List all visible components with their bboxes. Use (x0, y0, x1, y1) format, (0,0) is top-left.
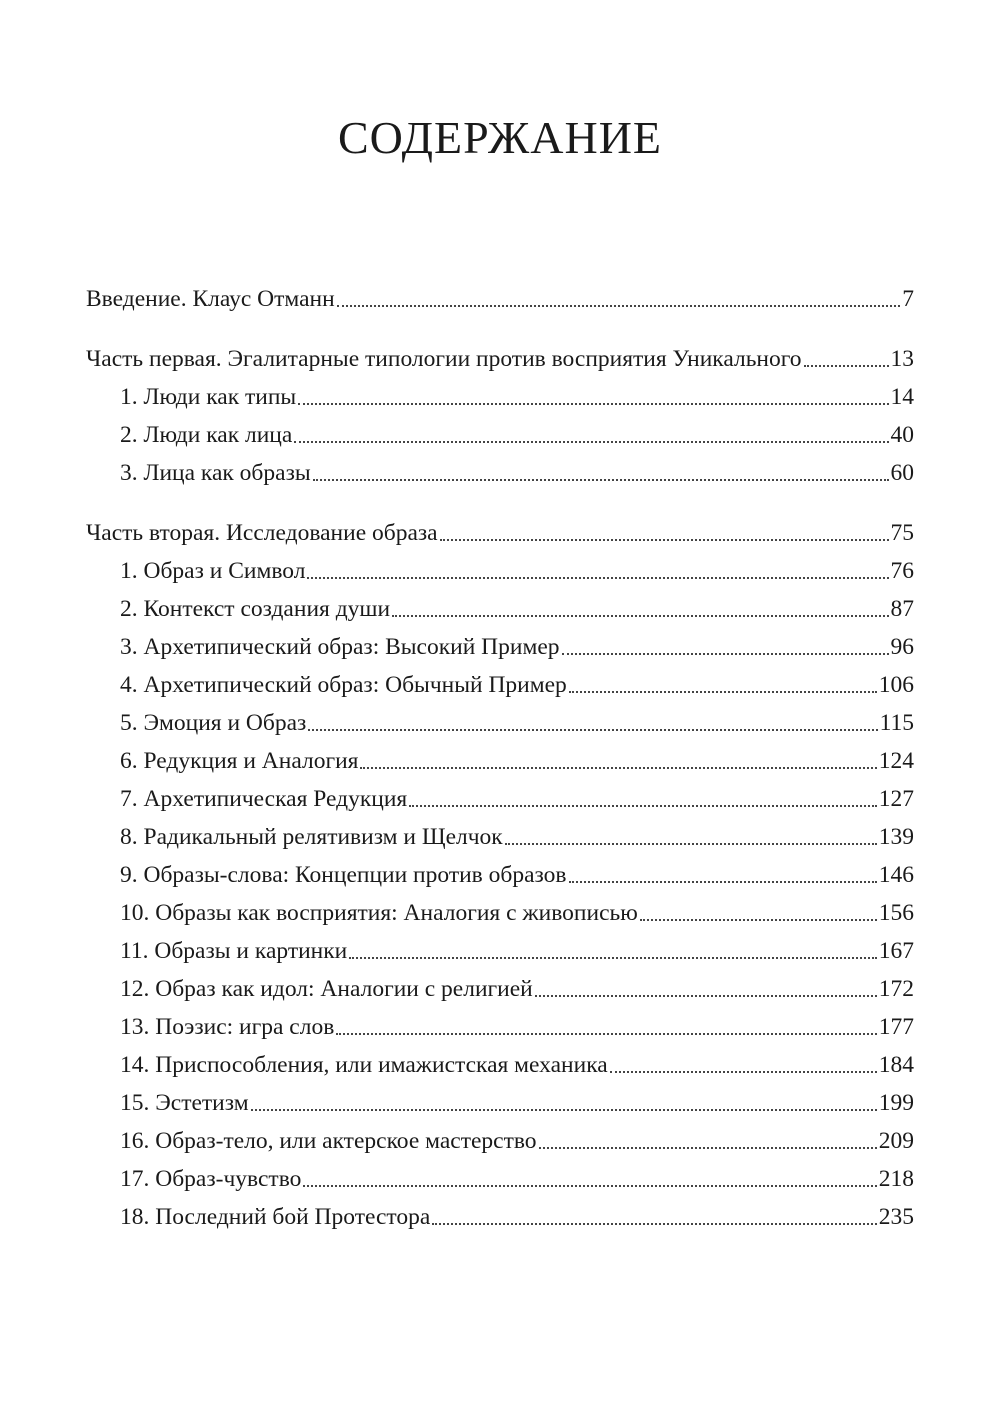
toc-entry-label: 7. Архетипическая Редукция (120, 786, 408, 812)
toc-page-number: 76 (890, 558, 914, 584)
toc-entry-chapter[interactable] (86, 378, 914, 416)
toc-page-number: 184 (878, 1052, 914, 1078)
toc-page-number: 127 (878, 786, 914, 812)
dot-leader (804, 365, 889, 367)
toc-entry-label: 17. Образ-чувство (120, 1166, 302, 1192)
dot-leader (569, 881, 877, 883)
toc-page-number: 146 (878, 862, 914, 888)
dot-leader (337, 305, 901, 307)
toc-entry-chapter[interactable] (86, 1008, 914, 1046)
toc-entry-label: 2. Контекст создания души (120, 596, 391, 622)
toc-page-number: 139 (878, 824, 914, 850)
toc-entry-label: 6. Редукция и Аналогия (120, 748, 359, 774)
toc-entry-label: 12. Образ как идол: Аналогии с религией (120, 976, 533, 1002)
toc-entry-label: 11. Образы и картинки (120, 938, 348, 964)
toc-entry-chapter[interactable] (86, 856, 914, 894)
toc-page-number: 172 (878, 976, 914, 1002)
toc-page-number: 13 (890, 346, 914, 372)
toc-page-number: 87 (890, 596, 914, 622)
toc-entry-intro[interactable] (86, 280, 914, 318)
dot-leader (298, 403, 888, 405)
toc-entry-chapter[interactable] (86, 1160, 914, 1198)
toc-entry-label: Часть вторая. Исследование образа (86, 520, 438, 546)
toc-page-number: 115 (879, 710, 914, 736)
toc-entry-label: 9. Образы-слова: Концепции против образов (120, 862, 567, 888)
toc-entry-label: 10. Образы как восприятия: Аналогия с живописью (120, 900, 638, 926)
section-gap (86, 492, 914, 514)
toc-entry-chapter[interactable] (86, 742, 914, 780)
toc-entry-chapter[interactable] (86, 1084, 914, 1122)
toc-entry-label: 5. Эмоция и Образ (120, 710, 307, 736)
toc-page-number: 40 (890, 422, 914, 448)
toc-entry-chapter[interactable] (86, 970, 914, 1008)
dot-leader (505, 843, 877, 845)
toc-entry-chapter[interactable] (86, 1046, 914, 1084)
dot-leader (562, 653, 889, 655)
dot-leader (569, 691, 877, 693)
toc-entry-chapter[interactable] (86, 1198, 914, 1236)
toc-page-number: 124 (878, 748, 914, 774)
table-of-contents (86, 280, 914, 1236)
toc-entry-chapter[interactable] (86, 416, 914, 454)
toc-entry-label: 3. Лица как образы (120, 460, 311, 486)
toc-entry-label: Введение. Клаус Отманн (86, 286, 335, 312)
toc-page-number: 209 (878, 1128, 914, 1154)
toc-entry-chapter[interactable] (86, 932, 914, 970)
page-title: СОДЕРЖАНИЕ (337, 112, 663, 163)
toc-entry-label: 13. Поэзис: игра слов (120, 1014, 335, 1040)
toc-entry-part-one[interactable] (86, 340, 914, 378)
dot-leader (535, 995, 877, 997)
toc-entry-chapter[interactable] (86, 818, 914, 856)
toc-entry-label: 16. Образ-тело, или актерское мастерство (120, 1128, 537, 1154)
dot-leader (313, 479, 889, 481)
toc-entry-chapter[interactable] (86, 894, 914, 932)
toc-page-number: 199 (878, 1090, 914, 1116)
dot-leader (409, 805, 877, 807)
dot-leader (251, 1109, 877, 1111)
toc-page-number: 75 (890, 520, 914, 546)
toc-entry-chapter[interactable] (86, 780, 914, 818)
toc-entry-chapter[interactable] (86, 628, 914, 666)
dot-leader (392, 615, 888, 617)
toc-entry-label: 1. Образ и Символ (120, 558, 306, 584)
dot-leader (349, 957, 877, 959)
dot-leader (539, 1147, 877, 1149)
dot-leader (610, 1071, 877, 1073)
toc-page-number: 7 (902, 286, 914, 312)
dot-leader (640, 919, 877, 921)
dot-leader (308, 729, 877, 731)
toc-page-number: 96 (890, 634, 914, 660)
toc-entry-part-two[interactable] (86, 514, 914, 552)
toc-entry-chapter[interactable] (86, 666, 914, 704)
toc-page-number: 177 (878, 1014, 914, 1040)
dot-leader (432, 1223, 876, 1225)
dot-leader (360, 767, 876, 769)
toc-entry-label: 18. Последний бой Протестора (120, 1204, 431, 1230)
section-gap (86, 318, 914, 340)
dot-leader (440, 539, 889, 541)
toc-entry-chapter[interactable] (86, 552, 914, 590)
dot-leader (336, 1033, 876, 1035)
dot-leader (303, 1185, 876, 1187)
dot-leader (307, 577, 888, 579)
toc-entry-label: Часть первая. Эгалитарные типологии против восприятия Уникального (86, 346, 802, 372)
dot-leader (294, 441, 888, 443)
toc-entry-chapter[interactable] (86, 704, 914, 742)
toc-page-number: 106 (878, 672, 914, 698)
toc-page-number: 218 (878, 1166, 914, 1192)
toc-entry-chapter[interactable] (86, 454, 914, 492)
toc-entry-label: 8. Радикальный релятивизм и Щелчок (120, 824, 503, 850)
toc-entry-label: 4. Архетипический образ: Обычный Пример (120, 672, 567, 698)
toc-page-number: 60 (890, 460, 914, 486)
toc-page-number: 156 (878, 900, 914, 926)
toc-entry-label: 14. Приспособления, или имажистская механика (120, 1052, 608, 1078)
toc-entry-label: 3. Архетипический образ: Высокий Пример (120, 634, 560, 660)
toc-page-number: 14 (890, 384, 914, 410)
toc-entry-label: 1. Люди как типы (120, 384, 297, 410)
toc-entry-chapter[interactable] (86, 1122, 914, 1160)
toc-page-number: 167 (878, 938, 914, 964)
toc-entry-label: 2. Люди как лица (120, 422, 293, 448)
toc-entry-label: 15. Эстетизм (120, 1090, 249, 1116)
toc-entry-chapter[interactable] (86, 590, 914, 628)
toc-page-number: 235 (878, 1204, 914, 1230)
